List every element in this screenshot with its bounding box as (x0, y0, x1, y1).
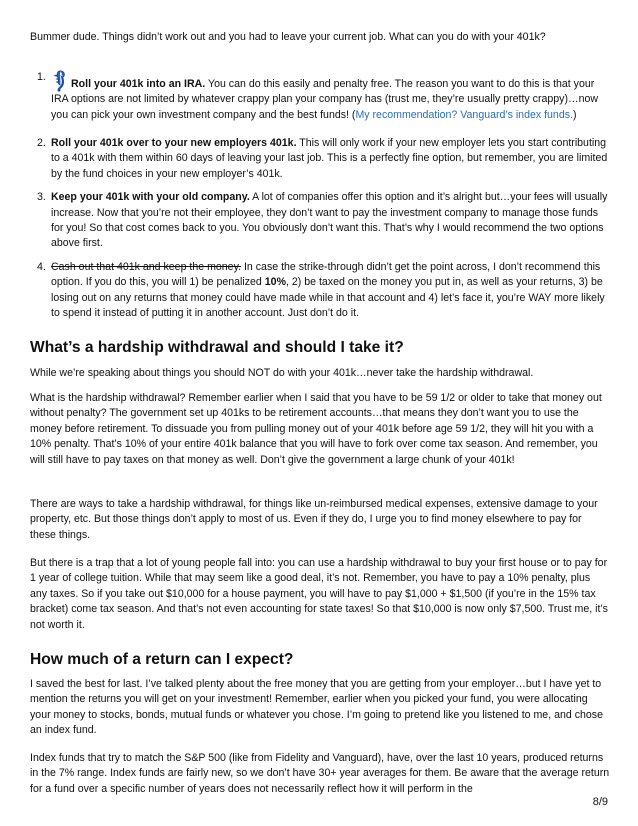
paragraph: There are ways to take a hardship withdrawal, for things like un-reimbursed medical expenses, extensive damage to your property, etc. But those things don’t apply to most of us. Even if they do, I urge you to find money elsewhere to pay for these things. (30, 498, 598, 541)
options-list (30, 70, 610, 321)
list-number: 3. (37, 191, 46, 204)
page-number: 8/9 (592, 796, 608, 808)
option-text-end: ) (572, 108, 577, 121)
option-text: A lot of companies offer this option and it’s alright but…your fees will usually increase. Now that you’re not their employee, they don’t want to pay the investment company to manage those funds for you! So that cost comes back to you. You obviously don’t want this. That’s why I would recommend the two options above first. (51, 191, 608, 250)
list-number: 2. (37, 137, 46, 149)
list-item (30, 136, 610, 182)
option-text: You can do this easily and penalty free. The reason you want to do this is that your IRA options are not limited by whatever crappy plan your company has (trust me, they’re usually pretty crappy)…now you can pick your own investment company and the best funds! ( (51, 78, 599, 121)
option-title: Keep your 401k with your old company. (51, 191, 250, 204)
list-item (30, 190, 610, 252)
paragraph: I saved the best for last. I’ve talked plenty about the free money that you are getting from your employer…but I have yet to mention the returns you will get on your investment! Remember, earlier when you picked your fund, you were allocating your money to stocks, bonds, mutual funds or whatever you chose. I’m going to pretend like you listened to me, and chose an index fund. (30, 678, 603, 737)
paragraph: But there is a trap that a lot of young people fall into: you can use a hardship withdrawal to buy your first house or to pay for 1 year of college tuition. While that may seem like a good deal, it’s not. Remember, you have to pay a 10% penalty, plus any taxes. So if you take out $10,000 for a house payment, you will have to pay $1,000 + $1,500 (if you’re in the 15% tax bracket) come tax season. And that’s not even accounting for state taxes! So that $10,000 is now only $7,500. Trust me, it’s not worth it. (30, 557, 608, 631)
option-title: Roll your 401k into an IRA. (71, 78, 206, 90)
option-text: In case the strike-through didn’t get the point across, I don’t recommend this option. If you do this, you will 1) be penalized (51, 260, 601, 289)
section-heading-returns: How much of a return can I expect? (30, 651, 294, 668)
option-title-strikethrough: Cash out that 401k and keep the money. (51, 260, 242, 273)
list-item (30, 70, 610, 132)
list-number: 1. (37, 71, 46, 83)
section-heading-hardship: What’s a hardship withdrawal and should I take it? (30, 339, 404, 356)
list-number: 4. (37, 260, 46, 273)
penalty-value: 10% (264, 276, 286, 289)
paragraph: What is the hardship withdrawal? Remember earlier when I said that you have to be 59 1/2 or older to take that money out without penalty? The government set up 401ks to be retirement accounts…that means they don’t want you to use the money before retirement. To dissuade you from pulling money out of your 401k before age 59 1/2, they will hit you with a 10% penalty. That’s 10% of your entire 401k balance that you will have to fork over come tax season. And remember, you will still have to pay taxes on that money as well. Don’t give the government a large chunk of your 401k! (30, 392, 602, 466)
paragraph: While we’re speaking about things you should NOT do with your 401k…never take the hardship withdrawal. (30, 367, 534, 379)
seahorse-icon (51, 70, 67, 92)
intro-paragraph: Bummer dude. Things didn’t work out and you had to leave your current job. What can you do with your 401k? (30, 31, 546, 43)
vanguard-recommendation-link[interactable]: My recommendation? Vanguard’s index funds. (355, 108, 573, 121)
option-title: Roll your 401k over to your new employers 401k. (51, 137, 297, 149)
paragraph: Index funds that try to match the S&P 500 (like from Fidelity and Vanguard), have, over the last 10 years, produced returns in the 7% range. Index funds are fairly new, so we don’t have 30+ year averages for them. Be aware that the average return for a fund over a specific number of years does not necessarily reflect how it will perform in the (30, 752, 610, 795)
option-text: This will only work if your new employer lets you start contributing to a 401k with them within 60 days of leaving your last job. This is a perfectly fine option, but remember, you are limited by the fund choices in your new employer’s 401k. (51, 137, 608, 180)
option-text-end: , 2) be taxed on the money you put in, as well as your returns, 3) be losing out on any returns that money could have made while in that account and 4) let’s face it, you’re WAY more likely to spend it instead of putting it in another account. Just don’t do it. (51, 276, 605, 320)
list-item (30, 260, 610, 322)
